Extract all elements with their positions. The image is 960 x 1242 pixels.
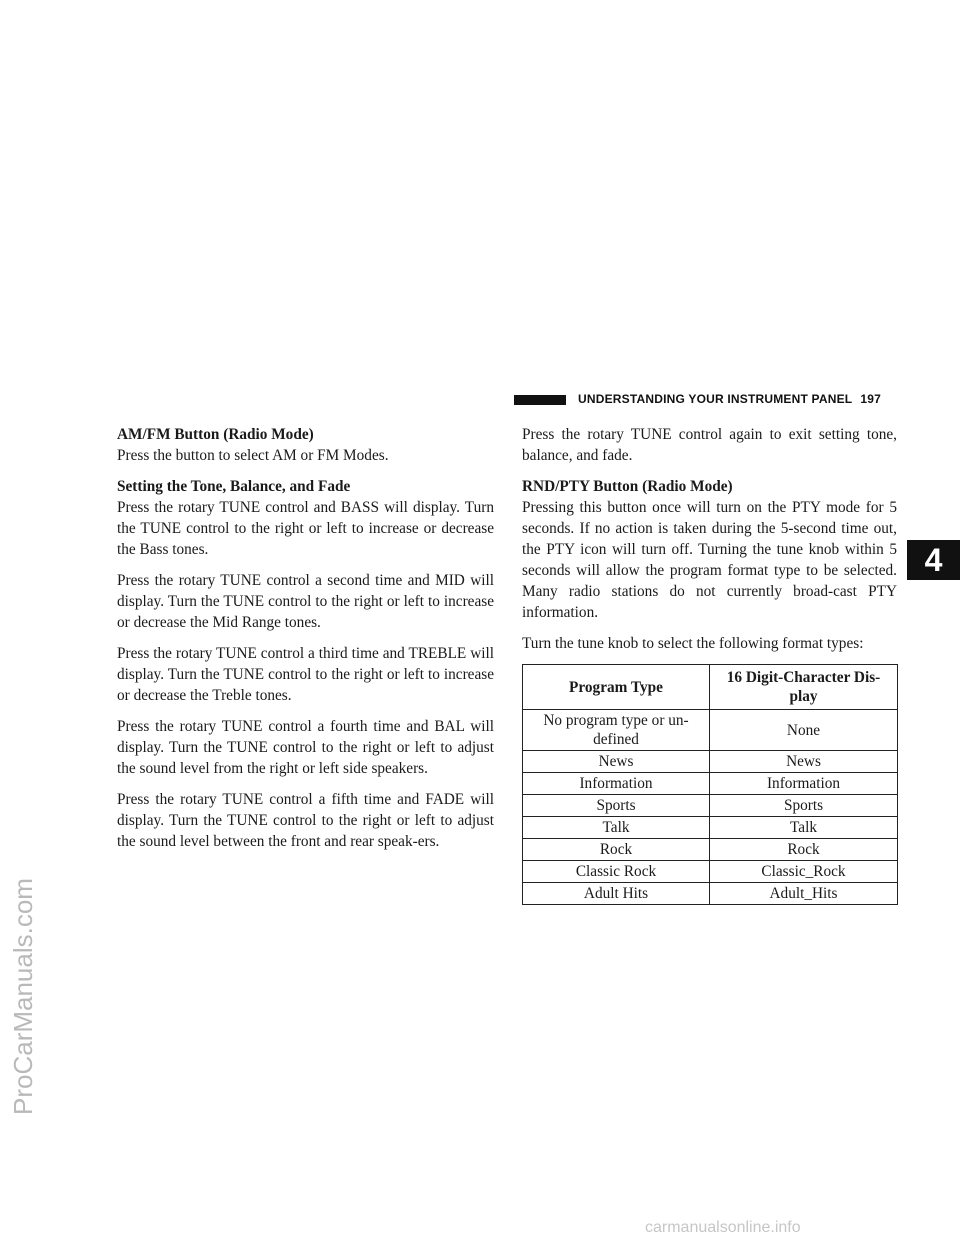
right-column xyxy=(522,424,897,905)
page-number: 197 xyxy=(860,392,881,406)
program-type-cell: Classic Rock xyxy=(523,861,710,883)
header-display: 16 Digit-Character Dis-play xyxy=(710,665,898,710)
header-rule-bar xyxy=(514,395,566,405)
side-watermark: ProCarManuals.com xyxy=(8,878,38,1115)
table-row xyxy=(523,817,898,839)
rnd-text: Pressing this button once will turn on the PTY mode for 5 seconds. If no action is taken during the 5-second time out, the PTY icon will turn off. Turning the tune knob within 5 seconds will allow the program format type to be selected. Many radio stations do not currently broad-cast PTY information. xyxy=(522,499,897,621)
program-type-cell: Talk xyxy=(523,817,710,839)
display-cell: Information xyxy=(710,773,898,795)
table-header-row xyxy=(523,665,898,710)
tone-paragraph-treble: Press the rotary TUNE control a third time and TREBLE will display. Turn the TUNE control to the right or left to increase or decrease the Treble tones. xyxy=(117,645,494,704)
table-row xyxy=(523,751,898,773)
table-row xyxy=(523,883,898,905)
tone-paragraph-balance: Press the rotary TUNE control a fourth time and BAL will display. Turn the TUNE control to the right or left to adjust the sound level from the right or left side speakers. xyxy=(117,718,494,777)
program-type-cell: No program type or un-defined xyxy=(523,710,710,751)
section-title: UNDERSTANDING YOUR INSTRUMENT PANEL xyxy=(578,392,853,406)
tone-paragraph-bass: Press the rotary TUNE control and BASS will display. Turn the TUNE control to the right or left to increase or decrease the Bass tones. xyxy=(117,499,494,558)
table-row xyxy=(523,710,898,751)
display-cell: Adult_Hits xyxy=(710,883,898,905)
left-column xyxy=(117,424,494,862)
program-type-cell: Sports xyxy=(523,795,710,817)
table-row xyxy=(523,773,898,795)
program-type-cell: News xyxy=(523,751,710,773)
bottom-watermark: carmanualsonline.info xyxy=(645,1219,801,1236)
table-row xyxy=(523,861,898,883)
amfm-heading: AM/FM Button (Radio Mode) xyxy=(117,426,314,443)
amfm-text: Press the button to select AM or FM Modes. xyxy=(117,447,389,464)
display-cell: None xyxy=(710,710,898,751)
program-type-cell: Rock xyxy=(523,839,710,861)
tone-paragraph-fade: Press the rotary TUNE control a fifth time and FADE will display. Turn the TUNE control to the right or left to adjust the sound level between the front and rear speak-ers. xyxy=(117,791,494,850)
display-cell: Classic_Rock xyxy=(710,861,898,883)
exit-text: Press the rotary TUNE control again to exit setting tone, balance, and fade. xyxy=(522,426,897,464)
tone-heading: Setting the Tone, Balance, and Fade xyxy=(117,478,351,495)
format-intro: Turn the tune knob to select the following format types: xyxy=(522,635,864,652)
program-type-cell: Information xyxy=(523,773,710,795)
header-program-type: Program Type xyxy=(523,665,710,710)
tone-paragraph-mid: Press the rotary TUNE control a second time and MID will display. Turn the TUNE control to the right or left to increase or decrease the Mid Range tones. xyxy=(117,572,494,631)
display-cell: News xyxy=(710,751,898,773)
chapter-tab: 4 xyxy=(907,540,960,580)
display-cell: Rock xyxy=(710,839,898,861)
table-row xyxy=(523,839,898,861)
running-header xyxy=(578,392,881,406)
display-cell: Talk xyxy=(710,817,898,839)
program-type-cell: Adult Hits xyxy=(523,883,710,905)
format-types-table xyxy=(522,664,898,905)
rnd-heading: RND/PTY Button (Radio Mode) xyxy=(522,478,733,495)
table-row xyxy=(523,795,898,817)
display-cell: Sports xyxy=(710,795,898,817)
